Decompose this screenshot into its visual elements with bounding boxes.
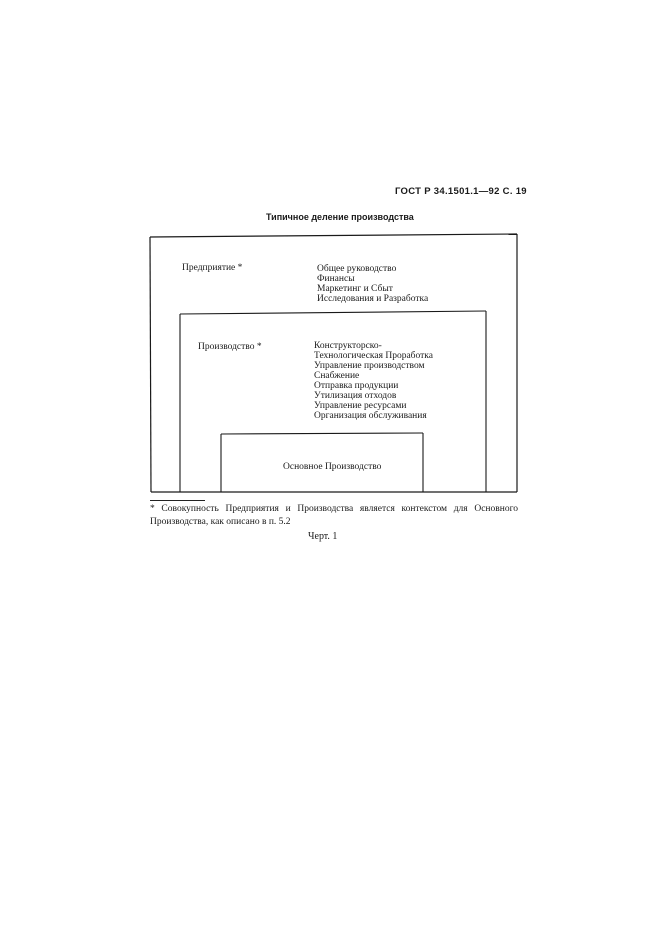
core-production-label: Основное Производство (283, 462, 382, 472)
list-item: Управление производством (314, 361, 425, 371)
enterprise-functions-list (317, 264, 428, 304)
list-item: Исследования и Разработка (317, 294, 429, 304)
list-item: Отправка продукции (314, 381, 399, 391)
list-item: Конструкторско- (314, 341, 382, 351)
list-item: Финансы (317, 274, 355, 284)
production-label: Производство * (198, 342, 262, 352)
list-item: Общее руководство (317, 264, 397, 274)
list-item: Управление ресурсами (314, 401, 407, 411)
production-functions-list (314, 341, 433, 421)
figure-title: Типичное деление производства (266, 212, 414, 222)
figure-caption: Черт. 1 (308, 531, 338, 542)
enterprise-label: Предприятие * (182, 263, 243, 273)
page-header: ГОСТ Р 34.1501.1—92 С. 19 (395, 186, 527, 197)
footnote-divider (150, 500, 205, 501)
list-item: Маркетинг и Сбыт (317, 284, 393, 294)
list-item: Снабжение (314, 371, 360, 381)
list-item: Технологическая Проработка (314, 351, 433, 361)
list-item: Организация обслуживания (314, 411, 427, 421)
list-item: Утилизация отходов (314, 391, 397, 401)
footnote: * Совокупность Предприятия и Производства является контекстом для Основного Производства, как описано в п. 5.2 (150, 504, 518, 527)
